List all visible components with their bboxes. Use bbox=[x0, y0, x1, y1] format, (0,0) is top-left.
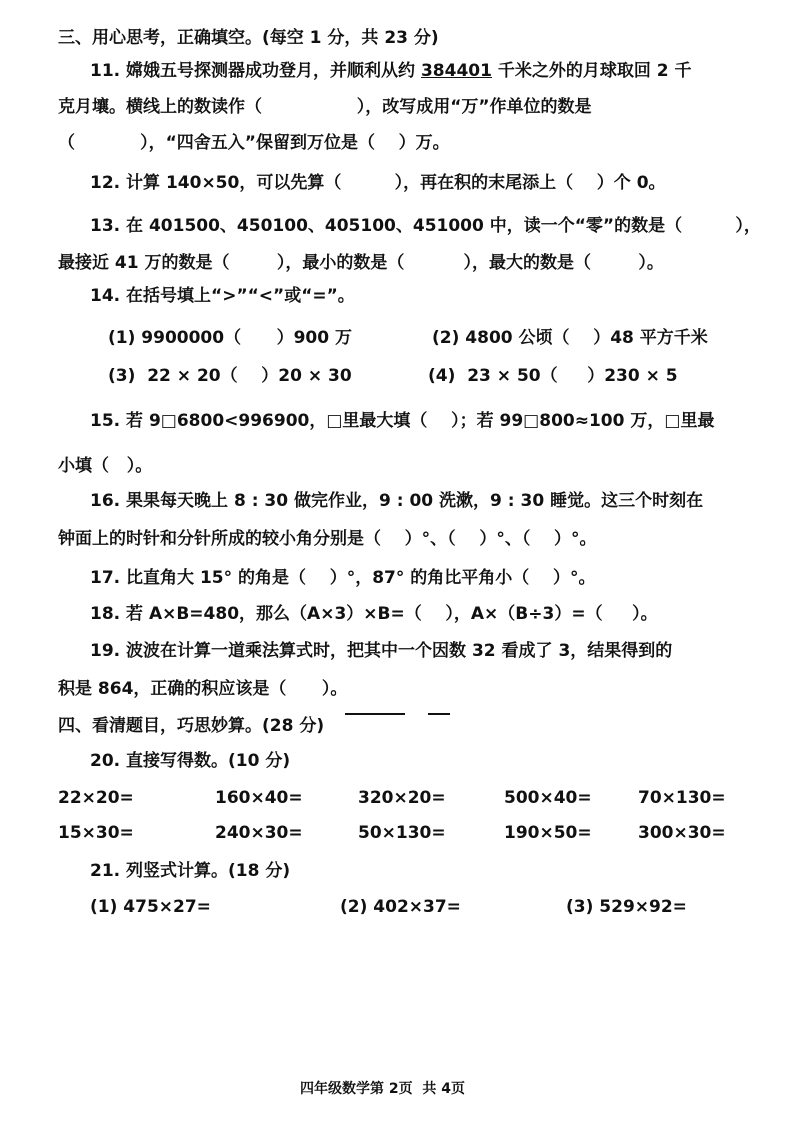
q14-item1: (1) 9900000（ ）900 万 bbox=[108, 328, 353, 348]
q20-item: 240×30= bbox=[215, 823, 303, 843]
section4-title: 四、看清题目，巧思妙算。(28 分) bbox=[58, 716, 325, 736]
q11-line1: 11. 嫦娥五号探测器成功登月，并顺利从约 384401 千米之外的月球取回 2 千 bbox=[90, 61, 692, 81]
q13-line2: 最接近 41 万的数是（ ），最小的数是（ ），最大的数是（ ）。 bbox=[58, 253, 664, 273]
q15-line2: 小填（ ）。 bbox=[58, 456, 153, 476]
q11-line2: 克月壤。横线上的数读作（ ），改写成用“万”作单位的数是 bbox=[58, 97, 592, 117]
q20-item: 50×130= bbox=[358, 823, 446, 843]
q20-item: 500×40= bbox=[504, 788, 592, 808]
q14-title: 14. 在括号填上“>”“<”或“=”。 bbox=[90, 286, 355, 306]
q20-item: 15×30= bbox=[58, 823, 134, 843]
q20-item: 160×40= bbox=[215, 788, 303, 808]
section3-title: 三、用心思考，正确填空。(每空 1 分，共 23 分) bbox=[58, 28, 439, 48]
q20-item: 22×20= bbox=[58, 788, 134, 808]
q21-item: (2) 402×37= bbox=[340, 897, 461, 917]
q21-title: 21. 列竖式计算。(18 分) bbox=[90, 861, 291, 881]
q20-item: 320×20= bbox=[358, 788, 446, 808]
q11-underlined-number: 384401 bbox=[420, 61, 492, 81]
q21-item: (1) 475×27= bbox=[90, 897, 211, 917]
q16-line2: 钟面上的时针和分针所成的较小角分别是（ ）°、（ ）°、（ ）°。 bbox=[58, 529, 597, 549]
q20-item: 300×30= bbox=[638, 823, 726, 843]
scan-mark-line bbox=[428, 713, 450, 715]
q20-item: 190×50= bbox=[504, 823, 592, 843]
q20-item: 70×130= bbox=[638, 788, 726, 808]
q11-line3: （ ），“四舍五入”保留到万位是（ ）万。 bbox=[58, 133, 450, 153]
q15-line1: 15. 若 9□6800<996900，□里最大填（ ）；若 99□800≈100 万，□里最 bbox=[90, 411, 715, 431]
q14-item2: (2) 4800 公顷（ ）48 平方千米 bbox=[432, 328, 708, 348]
q14-item4: (4) 23 × 50（ ）230 × 5 bbox=[428, 366, 678, 386]
q14-item3: (3) 22 × 20（ ）20 × 30 bbox=[108, 366, 352, 386]
q20-title: 20. 直接写得数。(10 分) bbox=[90, 751, 291, 771]
page-footer: 四年级数学第 2页 共 4页 bbox=[300, 1081, 465, 1097]
q17: 17. 比直角大 15° 的角是（ ）°，87° 的角比平角小（ ）°。 bbox=[90, 568, 596, 588]
q21-item: (3) 529×92= bbox=[566, 897, 687, 917]
q13-line1: 13. 在 401500、450100、405100、451000 中，读一个“零”的数是（ ）， bbox=[90, 216, 761, 236]
q19-line1: 19. 波波在计算一道乘法算式时，把其中一个因数 32 看成了 3，结果得到的 bbox=[90, 641, 673, 661]
q16-line1: 16. 果果每天晚上 8 : 30 做完作业，9 : 00 洗漱，9 : 30 睡觉。这三个时刻在 bbox=[90, 491, 704, 511]
scan-mark-line bbox=[345, 713, 405, 715]
q12: 12. 计算 140×50，可以先算（ ），再在积的末尾添上（ ）个 0。 bbox=[90, 173, 666, 193]
q19-line2: 积是 864，正确的积应该是（ ）。 bbox=[58, 679, 348, 699]
q18: 18. 若 A×B=480，那么（A×3）×B=（ ），A×（B÷3）=（ ）。 bbox=[90, 604, 658, 624]
